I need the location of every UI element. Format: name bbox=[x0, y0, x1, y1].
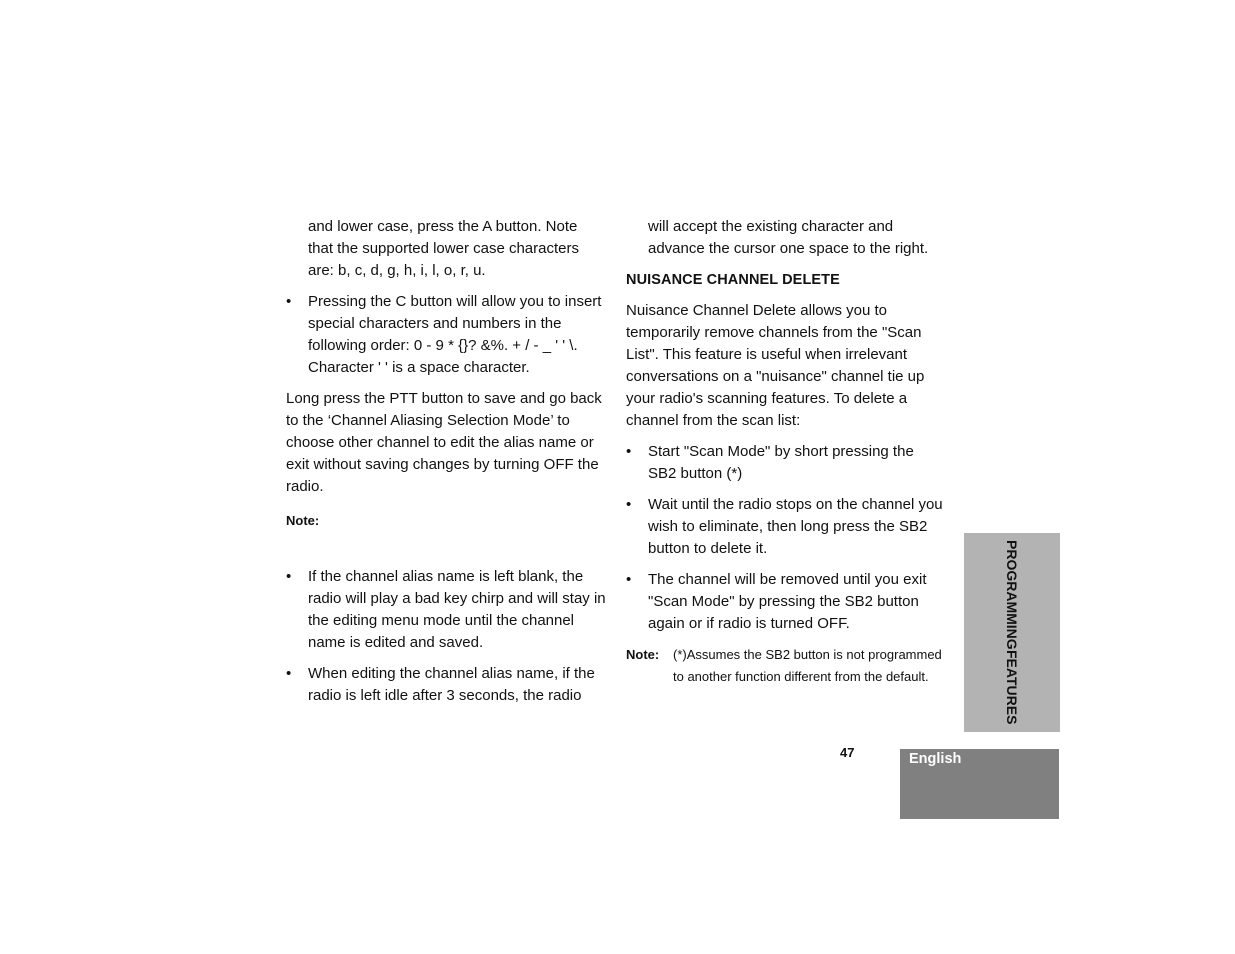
side-tab-line-1: PROGRAMMING bbox=[1004, 540, 1020, 651]
continuation-text: will accept the existing character and advance the cursor one space to the right. bbox=[648, 218, 929, 257]
list-item bbox=[286, 566, 606, 654]
long-press-paragraph: Long press the PTT button to save and go back to the ‘Channel Aliasing Selection Mode’ to choose other channel to edit the alias name or exit without saving changes by turning OFF the radio. bbox=[286, 390, 602, 495]
right-column bbox=[626, 216, 944, 688]
side-tab-line-2: FEATURES bbox=[1004, 650, 1020, 725]
footnote-text: (*)Assumes the SB2 button is not programmed to another function different from the default. bbox=[673, 647, 942, 684]
list-item-text: The channel will be removed until you exit "Scan Mode" by pressing the SB2 button again or if radio is turned OFF. bbox=[648, 571, 927, 632]
intro-continuation: and lower case, press the A button. Note that the supported lower case characters are: b, c, d, g, h, i, l, o, r, u. bbox=[308, 218, 579, 279]
bullet-icon: • bbox=[286, 665, 292, 682]
note-label: Note: bbox=[286, 513, 320, 528]
language-tab-label: English bbox=[909, 751, 962, 767]
list-item-text: Start "Scan Mode" by short pressing the SB2 button (*) bbox=[648, 443, 914, 482]
bullet-icon: • bbox=[286, 293, 292, 310]
footnote-label: Note: bbox=[626, 647, 660, 662]
list-item bbox=[286, 291, 606, 379]
page-number: 47 bbox=[840, 745, 855, 760]
list-item bbox=[626, 569, 944, 635]
section-heading: NUISANCE CHANNEL DELETE bbox=[626, 272, 840, 288]
bullet-icon: • bbox=[626, 571, 632, 588]
list-item-text: When editing the channel alias name, if the radio is left idle after 3 seconds, the radio bbox=[308, 665, 595, 704]
bullet-icon: • bbox=[286, 568, 292, 585]
list-item bbox=[626, 441, 944, 485]
list-item-text: Pressing the C button will allow you to insert special characters and numbers in the following order: 0 - 9 * {}? &%. + / - _ ' ' \. Character ' ' is a space character. bbox=[308, 293, 602, 376]
list-item bbox=[286, 663, 606, 707]
bullet-icon: • bbox=[626, 443, 632, 460]
list-item bbox=[626, 494, 944, 560]
section-paragraph: Nuisance Channel Delete allows you to temporarily remove channels from the "Scan List". This feature is useful when irrelevant conversations on a "nuisance" channel tie up your radio's scanning features. To delete a channel from the scan list: bbox=[626, 302, 925, 429]
section-side-tab-label bbox=[966, 533, 1058, 732]
list-item-text: Wait until the radio stops on the channel you wish to eliminate, then long press the SB2 button to delete it. bbox=[648, 496, 943, 557]
footnote bbox=[626, 644, 944, 688]
list-item-text: If the channel alias name is left blank, the radio will play a bad key chirp and will stay in the editing menu mode until the channel name is edited and saved. bbox=[308, 568, 606, 651]
bullet-icon: • bbox=[626, 496, 632, 513]
left-column bbox=[286, 216, 606, 707]
